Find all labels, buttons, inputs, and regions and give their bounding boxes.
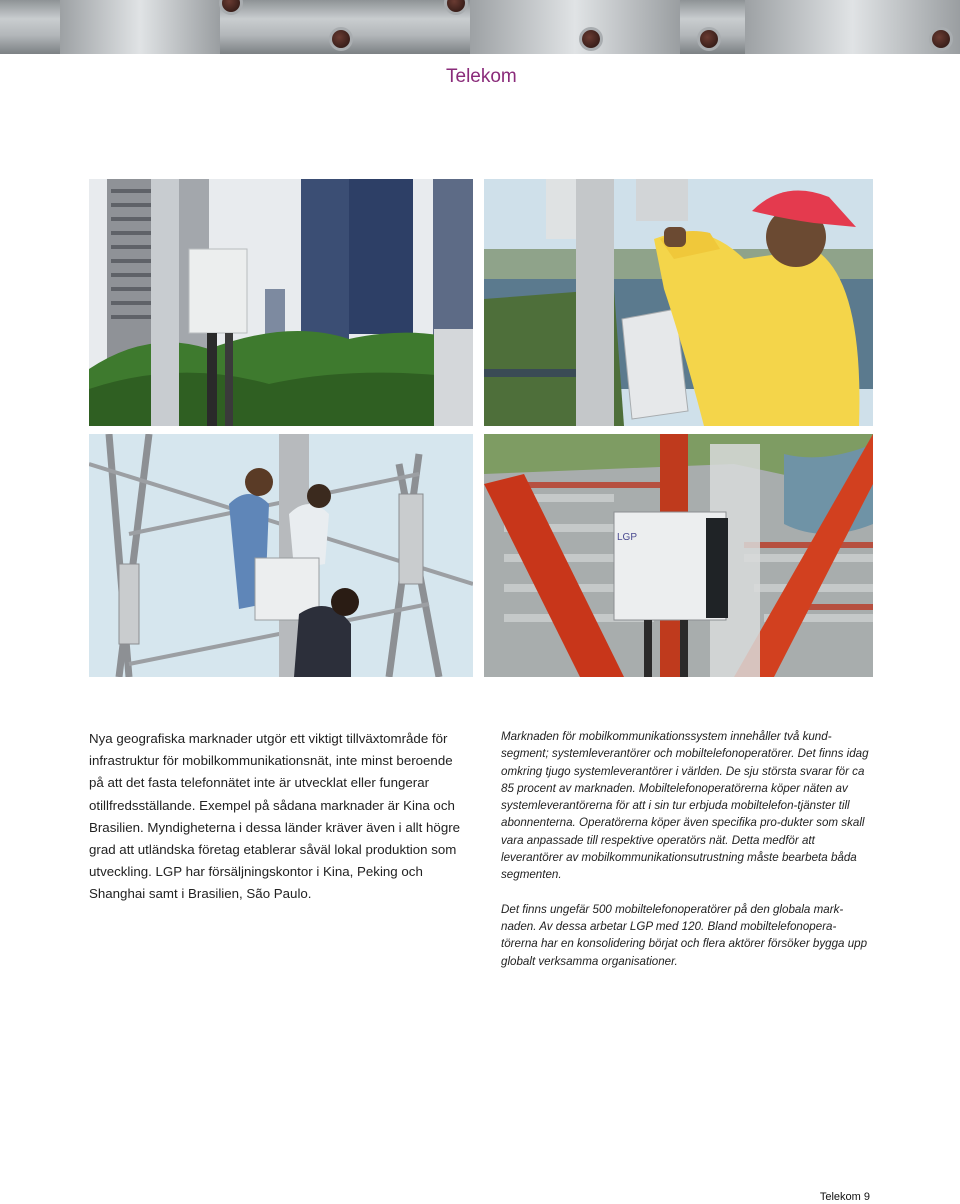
body-right-text	[501, 728, 873, 970]
photo-technician-cap	[484, 179, 873, 426]
photo-city-antenna	[89, 179, 473, 426]
body-left-text: Nya geografiska marknader utgör ett viktigt tillväxtområde för infrastruktur för mobilkommunikationsnät, inte minst beroende på att det fasta telefonnätet inte är utvecklat eller fungerar otillfredsställande. Exempel på sådana marknader är Kina och Brasilien. Myndigheterna i dessa länder kräver även i allt högre grad att utländska företag etablerar såväl lokal produktion som utveckling. LGP har försäljningskontor i Kina, Peking och Shanghai samt i Brasilien, São Paulo.	[89, 731, 461, 902]
section-title: Telekom	[446, 66, 517, 87]
tower-box-logo: LGP	[617, 532, 638, 543]
page-footer: Telekom 9	[819, 1191, 870, 1203]
right-paragraph-2: Det finns ungefär 500 mobiltelefonoperatörer på den globala mark-naden. Av dessa arbetar LGP med 120. Bland mobiltelefonopera-törerna har en konsolidering börjat och flera aktörer försöker bygga upp globalt verksamma organisationer.	[501, 902, 868, 968]
photo-workers-mast	[89, 434, 473, 677]
top-banner-photo	[0, 0, 960, 54]
right-paragraph-1: Marknaden för mobilkommunikationssystem innehåller två kund-segment; systemleverantörer och mobiltelefonoperatörer. Det finns idag omkring tjugo systemleverantörer i världen. De sju största svarar för ca 85 procent av marknaden. Mobiltelefonoperatörerna köper näten av systemleverantörerna för att i sin tur erbjuda mobiltelefon-tjänster till abonnenterna. Operatörerna köper även specifika pro-dukter som skall vara anpassade till respektive operatörs nät. Detta medför att leverantörer av mobilkommunikationsutrustning måste bearbeta båda segmenten.	[501, 730, 869, 882]
photo-tower-equipment	[484, 434, 873, 677]
